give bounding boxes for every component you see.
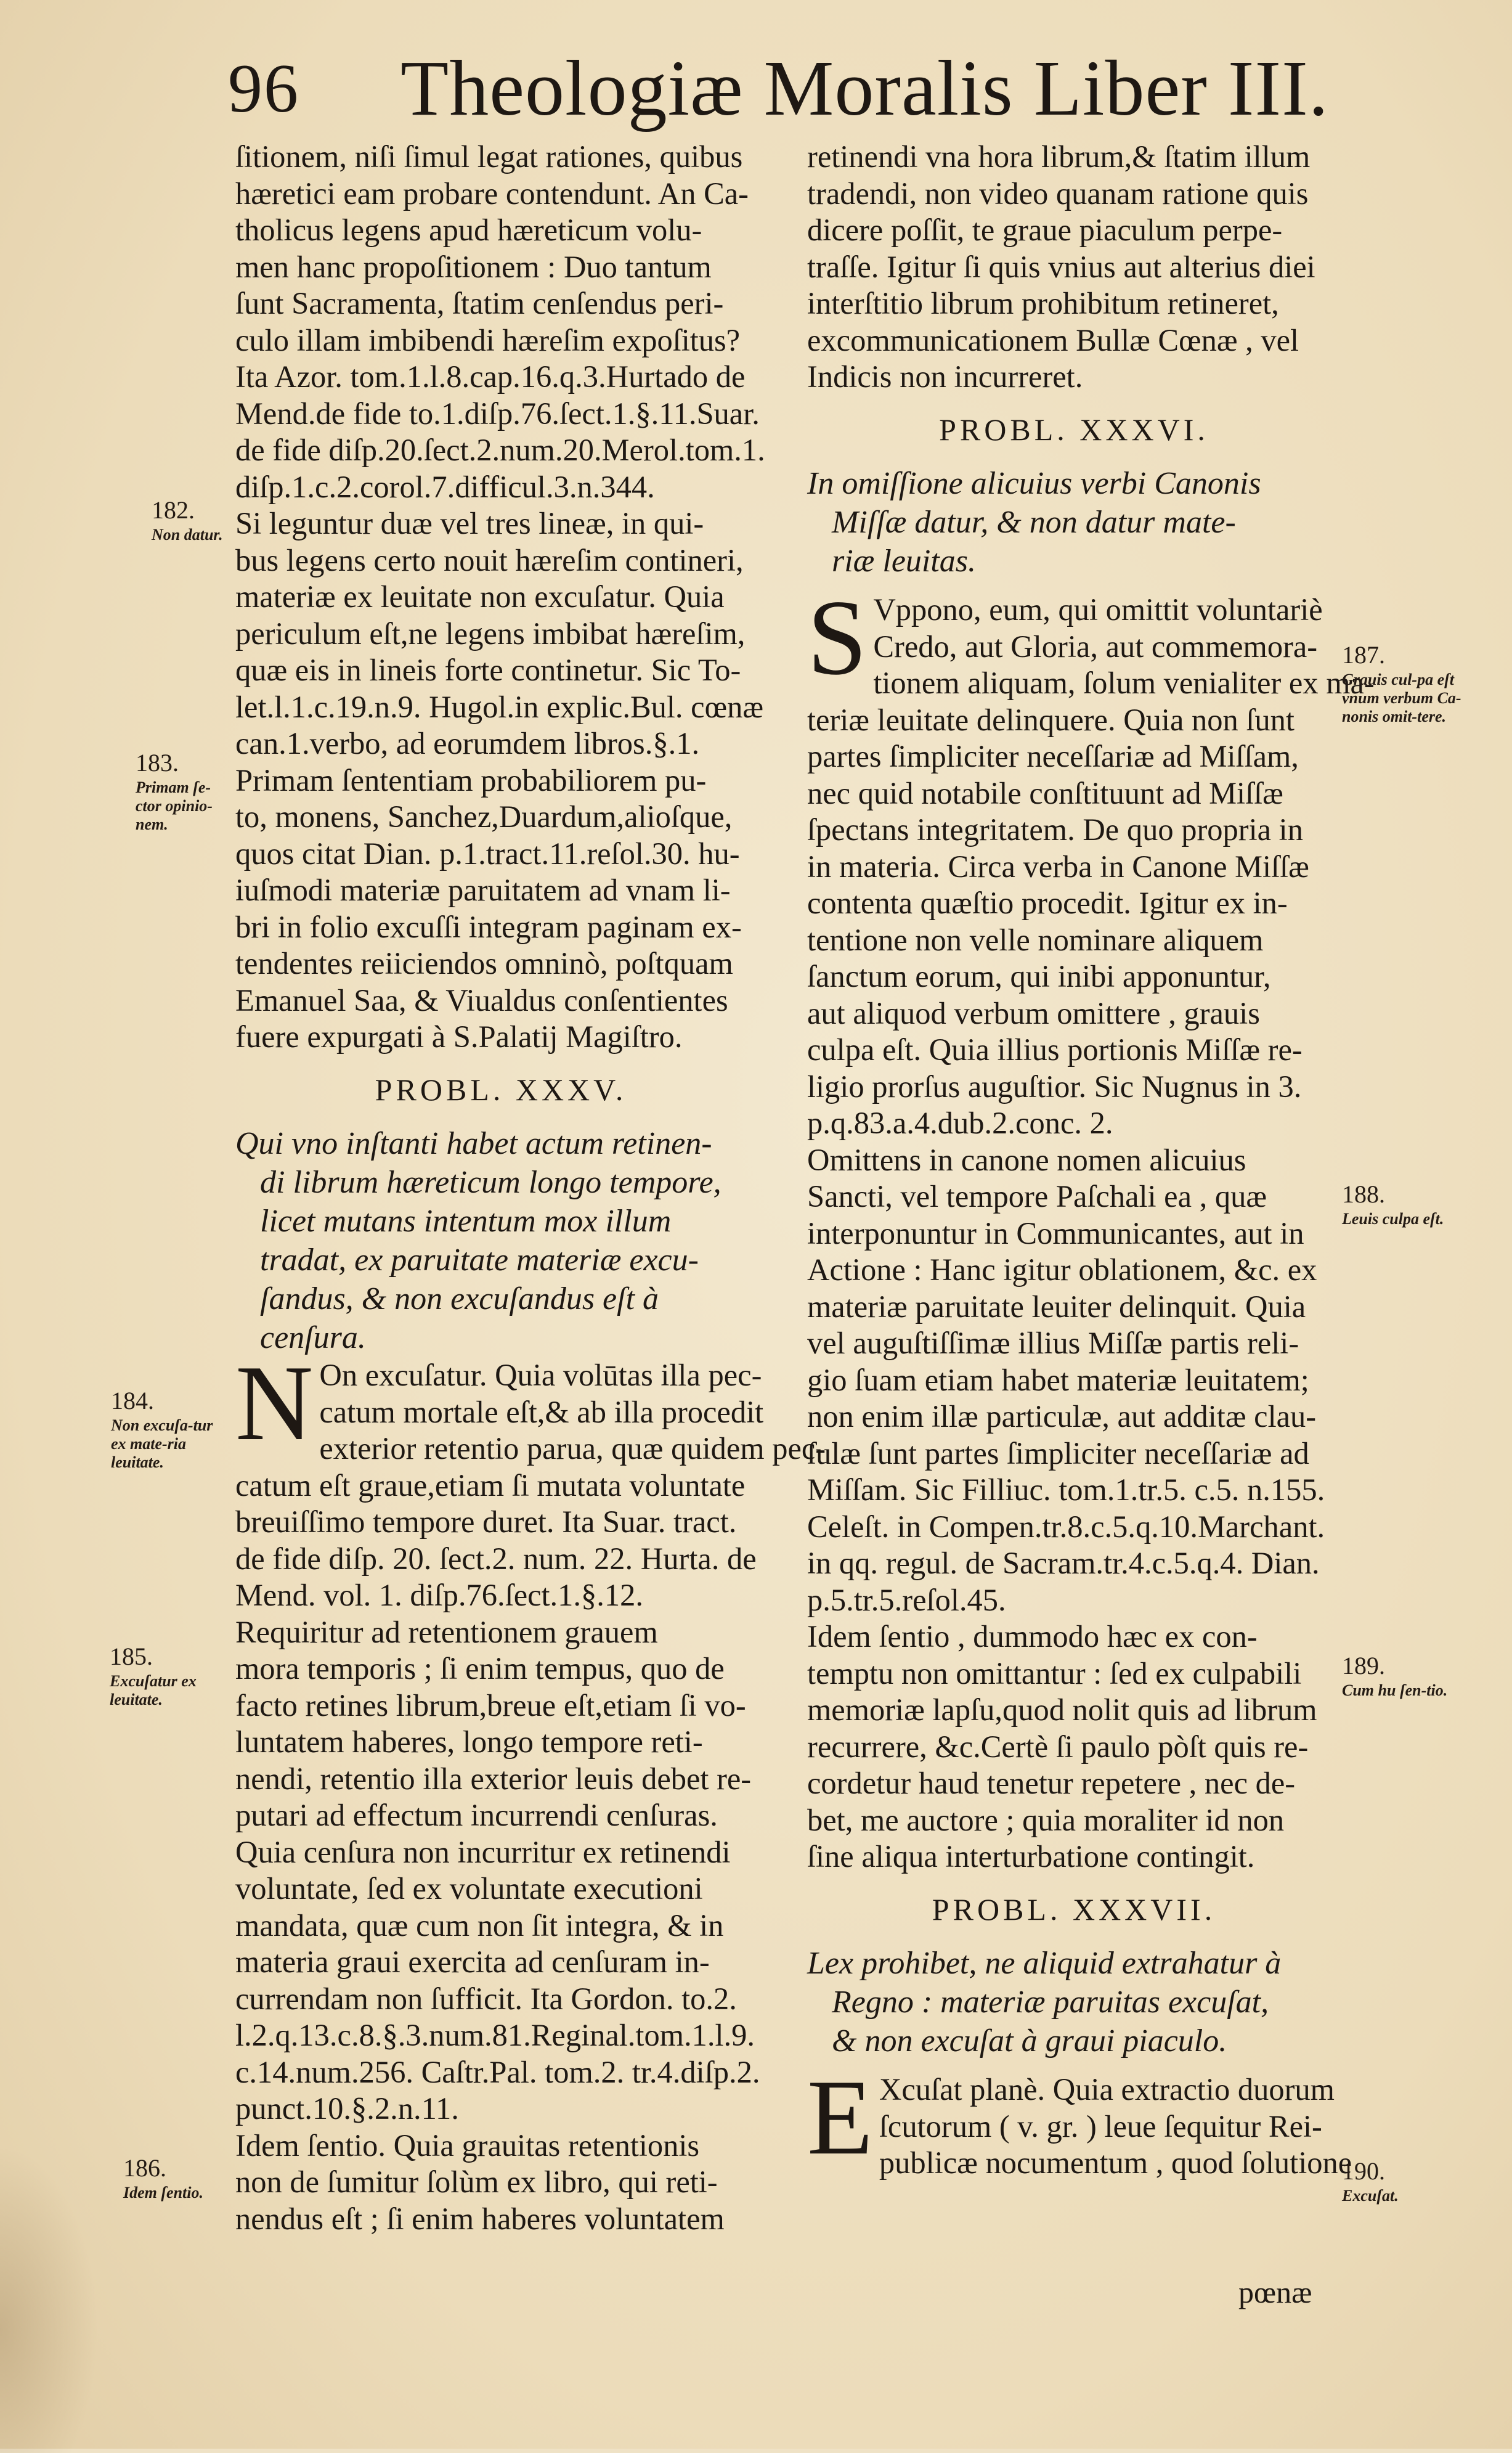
text-line: Sancti, vel tempore Paſchali ea , quæ xyxy=(807,1179,1267,1214)
text-line: culpa eſt. Quia illius portionis Miſſæ re- xyxy=(807,1032,1303,1067)
drop-cap-n: N xyxy=(235,1343,314,1463)
margin-gloss: Primam ſe-ctor opinio-nem. xyxy=(136,778,213,833)
margin-gloss: Idem ſentio. xyxy=(123,2184,203,2202)
text-line: temptu non omittantur : ſed ex culpabili xyxy=(807,1655,1302,1691)
thesis-line: licet mutans intentum mox illum xyxy=(260,1204,672,1239)
text-line: Miſſam. Sic Filliuc. tom.1.tr.5. c.5. n.155. xyxy=(807,1472,1325,1507)
text-line: catum eſt graue,etiam ſi mutata voluntate xyxy=(235,1467,746,1503)
page-header xyxy=(228,43,1329,136)
text-line: partes ſimpliciter neceſſariæ ad Miſſam, xyxy=(807,739,1299,773)
drop-cap-e: E xyxy=(807,2057,873,2177)
text-line: aut aliquod verbum omittere , grauis xyxy=(807,995,1260,1031)
right-text-block-a xyxy=(807,139,1341,396)
margin-note-186 xyxy=(123,2154,228,2202)
text-line: tendentes reiiciendos omninò, poſtquam xyxy=(235,946,733,981)
margin-note-184 xyxy=(111,1387,228,1472)
thesis-37 xyxy=(807,1944,1341,2060)
text-line: bri in folio excuſſi integram paginam ex- xyxy=(235,909,742,944)
text-line: luntatem haberes, longo tempore reti- xyxy=(235,1724,703,1759)
text-line: hæretici eam probare contendunt. An Ca- xyxy=(235,176,749,211)
text-line: ligio prorſus auguſtior. Sic Nugnus in 3. xyxy=(807,1069,1302,1104)
thesis-line: Miſſæ datur, & non datur mate- xyxy=(832,505,1236,540)
text-line: in materia. Circa verba in Canone Miſſæ xyxy=(807,849,1309,884)
margin-number: 182. xyxy=(152,496,195,524)
thesis-line: Qui vno inſtanti habet actum retinen- xyxy=(235,1126,712,1161)
text-line: nendus eſt ; ſi enim haberes voluntatem xyxy=(235,2201,725,2236)
text-line: materiæ paruitate leuiter delinquit. Quia xyxy=(807,1289,1306,1324)
thesis-line: ſandus, & non excuſandus eſt à xyxy=(260,1281,659,1316)
margin-note-182 xyxy=(152,496,232,544)
margin-number: 183. xyxy=(136,749,179,777)
thesis-35 xyxy=(235,1124,766,1357)
text-line: p.5.tr.5.reſol.45. xyxy=(807,1582,1006,1617)
text-line: contenta quæſtio procedit. Igitur ex in- xyxy=(807,886,1288,920)
text-line: c.14.num.256. Caſtr.Pal. tom.2. tr.4.diſp.2. xyxy=(235,2054,760,2089)
text-line: non enim illæ particulæ, aut additæ clau- xyxy=(807,1399,1317,1434)
margin-number: 189. xyxy=(1342,1652,1385,1680)
text-line: Omittens in canone nomen alicuius xyxy=(807,1142,1246,1177)
text-line: memoriæ lapſu,quod nolit quis ad librum xyxy=(807,1692,1317,1727)
text-line: mandata, quæ cum non ſit integra, & in xyxy=(235,1908,724,1943)
thesis-line: di librum hæreticum longo tempore, xyxy=(260,1165,721,1200)
text-line: l.2.q.13.c.8.§.3.num.81.Reginal.tom.1.l.9. xyxy=(235,2018,755,2052)
text-line: fuere expurgati à S.Palatij Magiſtro. xyxy=(235,1019,683,1054)
margin-number: 187. xyxy=(1342,641,1385,669)
margin-number: 186. xyxy=(123,2154,166,2182)
text-line: tionem aliquam, ſolum venialiter ex ma- xyxy=(873,666,1375,700)
left-text-block-b xyxy=(235,1343,826,2237)
text-line: Vppono, eum, qui omittit voluntariè xyxy=(873,592,1323,627)
text-line: Mend.de fide to.1.diſp.76.ſect.1.§.11.Suar. xyxy=(235,396,760,431)
text-line: Emanuel Saa, & Viualdus conſentientes xyxy=(235,982,728,1018)
text-line: Primam ſententiam probabiliorem pu- xyxy=(235,762,707,798)
right-text-block-c xyxy=(807,2057,1352,2182)
text-line: ſulæ ſunt partes ſimpliciter neceſſariæ ad xyxy=(807,1435,1309,1471)
margin-number: 185. xyxy=(110,1643,153,1670)
text-line: recurrere, &c.Certè ſi paulo pòſt quis re- xyxy=(807,1729,1309,1764)
margin-gloss: Grauis cul-pa eſt vnum verbum Ca-nonis omit-tere. xyxy=(1342,671,1461,725)
thesis-line: cenſura. xyxy=(260,1320,366,1355)
text-line: de fide diſp. 20. ſect.2. num. 22. Hurta. de xyxy=(235,1541,757,1576)
margin-note-189 xyxy=(1342,1652,1465,1700)
margin-gloss: Non datur. xyxy=(152,526,223,544)
text-line: ſanctum eorum, qui inibi apponuntur, xyxy=(807,959,1271,994)
text-line: vel auguſtiſſimæ illius Miſſæ partis reli- xyxy=(807,1326,1299,1360)
text-line: non de ſumitur ſolùm ex libro, qui reti- xyxy=(235,2165,718,2199)
left-text-block-a xyxy=(235,139,766,1056)
margin-gloss: Excuſat. xyxy=(1342,2187,1399,2205)
thesis-line: & non excuſat à graui piaculo. xyxy=(832,2023,1227,2059)
text-line: Indicis non incurreret. xyxy=(807,359,1083,394)
left-column xyxy=(235,139,826,2237)
text-line: tentione non velle nominare aliquem xyxy=(807,922,1264,957)
margin-gloss: Cum hu ſen-tio. xyxy=(1342,1681,1448,1699)
margin-number: 184. xyxy=(111,1387,154,1414)
thesis-line: Regno : materiæ paruitas excuſat, xyxy=(832,1985,1269,2020)
text-line: ſpectans integritatem. De quo propria in xyxy=(807,812,1303,847)
margin-note-183 xyxy=(136,749,228,834)
text-line: ſunt Sacramenta, ſtatim cenſendus peri- xyxy=(235,286,724,320)
problem-heading-36: PROBL. XXXVI. xyxy=(939,412,1209,447)
text-line: facto retines librum,breue eſt,etiam ſi vo- xyxy=(235,1688,746,1723)
text-line: let.l.1.c.19.n.9. Hugol.in explic.Bul. cœnæ xyxy=(235,689,763,724)
text-line: men hanc propoſitionem : Duo tantum xyxy=(235,249,712,284)
text-line: breuiſſimo tempore duret. Ita Suar. tract. xyxy=(235,1504,737,1539)
text-line: teriæ leuitate delinquere. Quia non ſunt xyxy=(807,702,1295,737)
drop-cap-s: S xyxy=(807,578,868,697)
text-line: Credo, aut Gloria, aut commemora- xyxy=(873,629,1318,664)
margin-note-188 xyxy=(1342,1180,1459,1228)
catchword: pœnæ xyxy=(1238,2275,1312,2309)
text-line: Si leguntur duæ vel tres lineæ, in qui- xyxy=(235,506,704,541)
text-line: quæ eis in lineis forte continetur. Sic To- xyxy=(235,653,741,687)
text-line: mora temporis ; ſi enim tempus, quo de xyxy=(235,1651,725,1686)
text-line: quos citat Dian. p.1.tract.11.reſol.30. hu- xyxy=(235,836,740,871)
problem-heading-37: PROBL. XXXVII. xyxy=(932,1892,1216,1927)
text-line: interſtitio librum prohibitum retineret, xyxy=(807,286,1279,320)
text-line: putari ad effectum incurrendi cenſuras. xyxy=(235,1798,718,1832)
text-line: catum mortale eſt,& ab illa procedit xyxy=(319,1394,764,1429)
thesis-line: tradat, ex paruitate materiæ excu- xyxy=(260,1243,699,1278)
text-line: Xcuſat planè. Quia extractio duorum xyxy=(879,2072,1335,2107)
text-line: Mend. vol. 1. diſp.76.ſect.1.§.12. xyxy=(235,1578,644,1612)
page-number: 96 xyxy=(228,51,299,127)
text-line: Ita Azor. tom.1.l.8.cap.16.q.3.Hurtado de xyxy=(235,359,746,394)
text-line: On excuſatur. Quia volūtas illa pec- xyxy=(319,1358,762,1392)
text-line: iuſmodi materiæ paruitatem ad vnam li- xyxy=(235,873,731,907)
text-line: ſitionem, niſi ſimul legat rationes, quibus xyxy=(235,139,743,174)
text-line: can.1.verbo, ad eorumdem libros.§.1. xyxy=(235,726,700,761)
running-title: Theologiæ Moralis Liber III. xyxy=(400,44,1329,132)
text-line: gio ſuam etiam habet materiæ leuitatem; xyxy=(807,1362,1309,1397)
margin-note-187 xyxy=(1342,641,1465,726)
text-line: nendi, retentio illa exterior leuis debet re- xyxy=(235,1761,752,1796)
margin-gloss: Non excuſa-tur ex mate-ria leuitate. xyxy=(111,1416,213,1471)
page-stain xyxy=(0,2145,99,2453)
text-line: tradendi, non video quanam ratione quis xyxy=(807,176,1309,211)
margin-number: 190. xyxy=(1342,2157,1385,2185)
text-line: ſine aliqua interturbatione contingit. xyxy=(807,1839,1255,1874)
text-line: materiæ ex leuitate non excuſatur. Quia xyxy=(235,579,725,614)
text-line: ſcutorum ( v. gr. ) leue ſequitur Rei- xyxy=(879,2108,1322,2144)
text-line: cordetur haud tenetur repetere , nec de- xyxy=(807,1766,1296,1800)
thesis-line: Lex prohibet, ne aliquid extrahatur à xyxy=(807,1946,1282,1981)
text-line: publicæ nocumentum , quod ſolutione xyxy=(879,2145,1352,2180)
margin-number: 188. xyxy=(1342,1180,1385,1208)
text-line: bus legens certo nouit hæreſim contineri, xyxy=(235,542,744,578)
text-line: Idem ſentio , dummodo hæc ex con- xyxy=(807,1619,1258,1654)
margin-note-185 xyxy=(110,1643,230,1709)
text-line: nec quid notabile conſtituunt ad Miſſæ xyxy=(807,775,1283,810)
text-line: punct.10.§.2.n.11. xyxy=(235,2091,459,2126)
text-line: Celeſt. in Compen.tr.8.c.5.q.10.Marchant. xyxy=(807,1509,1325,1544)
text-line: culo illam imbibendi hæreſim expoſitus? xyxy=(235,322,741,357)
text-line: retinendi vna hora librum,& ſtatim illum xyxy=(807,139,1311,174)
text-line: p.q.83.a.4.dub.2.conc. 2. xyxy=(807,1106,1113,1140)
thesis-36 xyxy=(807,464,1341,581)
text-line: dicere poſſit, te graue piaculum perpe- xyxy=(807,213,1283,247)
text-line: Quia cenſura non incurritur ex retinendi xyxy=(235,1834,731,1869)
text-line: de fide diſp.20.ſect.2.num.20.Merol.tom.1. xyxy=(235,433,765,467)
text-line: Requiritur ad retentionem grauem xyxy=(235,1614,658,1649)
text-line: traſſe. Igitur ſi quis vnius aut alterius diei xyxy=(807,249,1315,284)
thesis-line: In omiſſione alicuius verbi Canonis xyxy=(807,466,1261,501)
margin-note-190 xyxy=(1342,2157,1465,2205)
text-line: diſp.1.c.2.corol.7.difficul.3.n.344. xyxy=(235,469,655,504)
text-line: in qq. regul. de Sacram.tr.4.c.5.q.4. Dian. xyxy=(807,1546,1320,1580)
text-line: Idem ſentio. Quia grauitas retentionis xyxy=(235,2128,700,2163)
text-line: to, monens, Sanchez,Duardum,alioſque, xyxy=(235,799,733,834)
text-line: voluntate, ſed ex voluntate executioni xyxy=(235,1871,703,1906)
margin-gloss: Leuis culpa eſt. xyxy=(1342,1210,1444,1228)
problem-heading-35: PROBL. XXXV. xyxy=(375,1072,627,1107)
text-line: excommunicationem Bullæ Cœnæ , vel xyxy=(807,322,1299,357)
text-line: exterior retentio parua, quæ quidem pec- xyxy=(319,1431,826,1466)
margin-gloss: Excuſatur ex leuitate. xyxy=(110,1672,197,1708)
text-line: Actione : Hanc igitur oblationem, &c. ex xyxy=(807,1252,1317,1287)
thesis-line: riæ leuitas. xyxy=(832,544,977,579)
text-line: interponuntur in Communicantes, aut in xyxy=(807,1215,1304,1251)
text-line: periculum eſt,ne legens imbibat hæreſim, xyxy=(235,616,746,651)
text-line: materia graui exercita ad cenſuram in- xyxy=(235,1945,710,1979)
text-line: bet, me auctore ; quia moraliter id non xyxy=(807,1802,1285,1837)
text-line: currendam non ſufficit. Ita Gordon. to.2. xyxy=(235,1981,737,2016)
text-line: tholicus legens apud hæreticum volu- xyxy=(235,213,702,247)
